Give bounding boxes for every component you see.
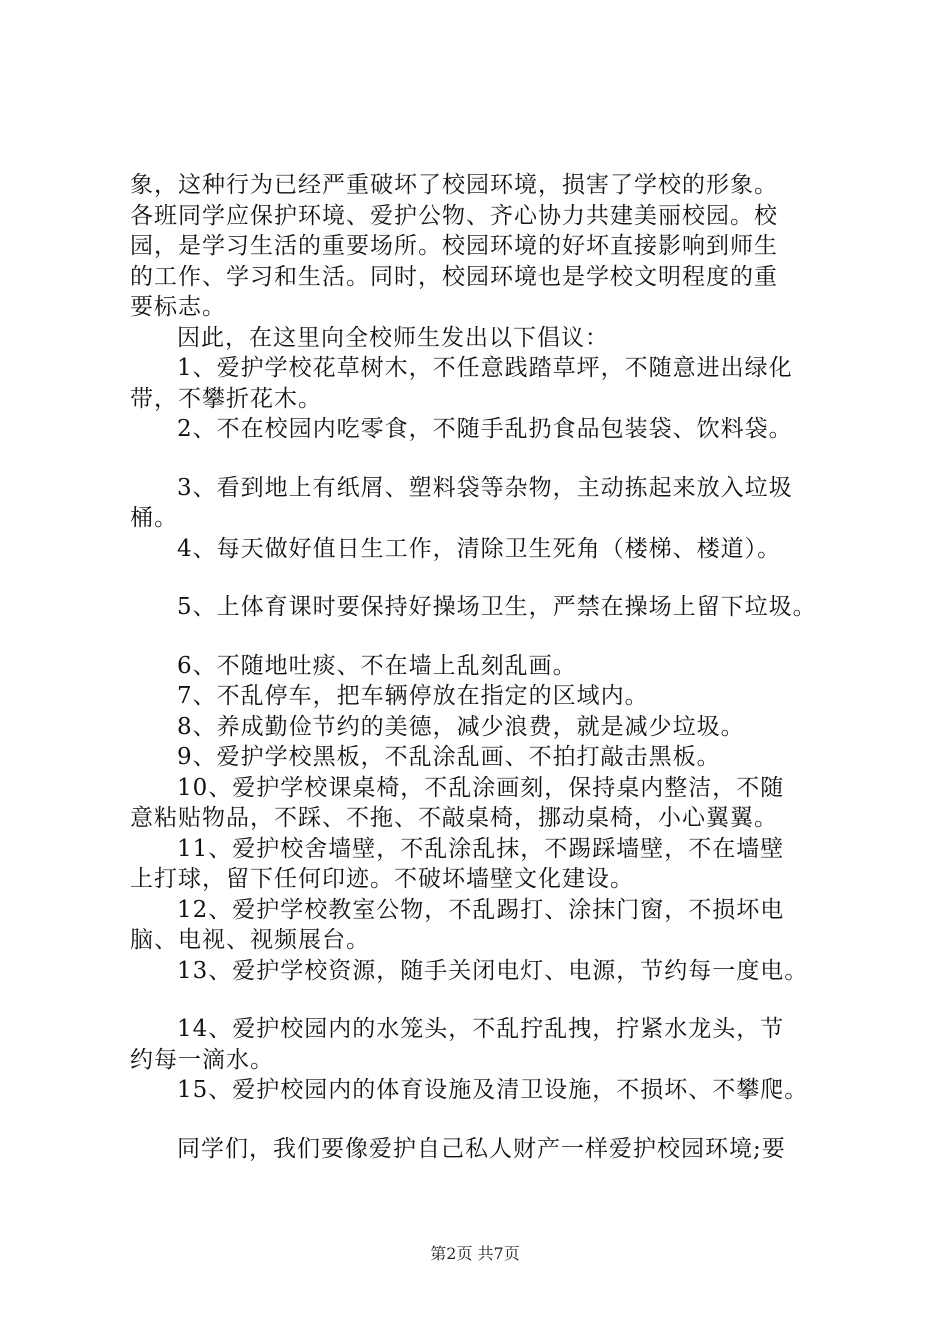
paragraph-gap	[130, 986, 830, 1014]
text-line: 13、爱护学校资源，随手关闭电灯、电源，节约每一度电。	[177, 957, 809, 984]
text-line: 4、每天做好值日生工作，清除卫生死角（楼梯、楼道）。	[177, 535, 782, 562]
paragraph-gap	[130, 623, 830, 651]
text-line: 3、看到地上有纸屑、塑料袋等杂物，主动拣起来放入垃圾	[177, 474, 793, 501]
text-line: 12、爱护学校教室公物，不乱踢打、涂抹门窗，不损坏电	[177, 896, 785, 923]
text-line: 象，这种行为已经严重破坏了校园环境，损害了学校的形象。	[130, 172, 778, 198]
paragraph-gap	[130, 564, 830, 592]
paragraph-gap	[130, 445, 830, 473]
text-line: 带，不攀折花木。	[130, 385, 322, 412]
text-line: 上打球，留下任何印迹。不破坏墙壁文化建设。	[130, 866, 634, 892]
page-footer: 第2页 共7页	[430, 1244, 520, 1263]
text-line: 6、不随地吐痰、不在墙上乱刻乱画。	[177, 652, 577, 679]
text-line: 要标志。	[130, 294, 226, 320]
text-line: 园，是学习生活的重要场所。校园环境的好坏直接影响到师生	[130, 233, 778, 259]
text-line: 脑、电视、视频展台。	[130, 927, 370, 953]
text-line: 11、爱护校舍墙壁，不乱涂乱抹，不踢踩墙壁，不在墙壁	[177, 835, 785, 862]
text-line: 因此，在这里向全校师生发出以下倡议：	[177, 324, 609, 351]
text-line: 同学们，我们要像爱护自己私人财产一样爱护校园环境;要	[177, 1135, 786, 1162]
text-line: 意粘贴物品，不踩、不拖、不敲桌椅，挪动桌椅，小心翼翼。	[130, 805, 778, 831]
text-line: 15、爱护校园内的体育设施及清卫设施，不损坏、不攀爬。	[177, 1077, 809, 1103]
text-line: 7、不乱停车，把车辆停放在指定的区域内。	[177, 683, 649, 709]
text-line: 的工作、学习和生活。同时，校园环境也是学校文明程度的重	[130, 263, 778, 290]
text-line: 约每一滴水。	[130, 1046, 274, 1073]
text-line: 14、爱护校园内的水笼头，不乱拧乱拽，拧紧水龙头，节	[177, 1016, 785, 1042]
text-line: 各班同学应保护环境、爱护公物、齐心协力共建美丽校园。校	[130, 202, 778, 229]
text-line: 1、爱护学校花草树木，不任意践踏草坪，不随意进出绿化	[177, 355, 793, 381]
text-line: 2、不在校园内吃零食，不随手乱扔食品包装袋、饮料袋。	[177, 416, 793, 442]
text-line: 8、养成勤俭节约的美德，减少浪费，就是减少垃圾。	[177, 713, 745, 740]
text-line: 10、爱护学校课桌椅，不乱涂画刻，保持桌内整洁，不随	[177, 774, 785, 801]
document-body	[130, 170, 830, 1164]
text-line: 5、上体育课时要保持好操场卫生，严禁在操场上留下垃圾。	[177, 594, 817, 620]
paragraph-gap	[130, 1106, 830, 1134]
text-line: 桶。	[130, 505, 178, 531]
text-line: 9、爱护学校黑板，不乱涂乱画、不拍打敲击黑板。	[177, 744, 721, 770]
